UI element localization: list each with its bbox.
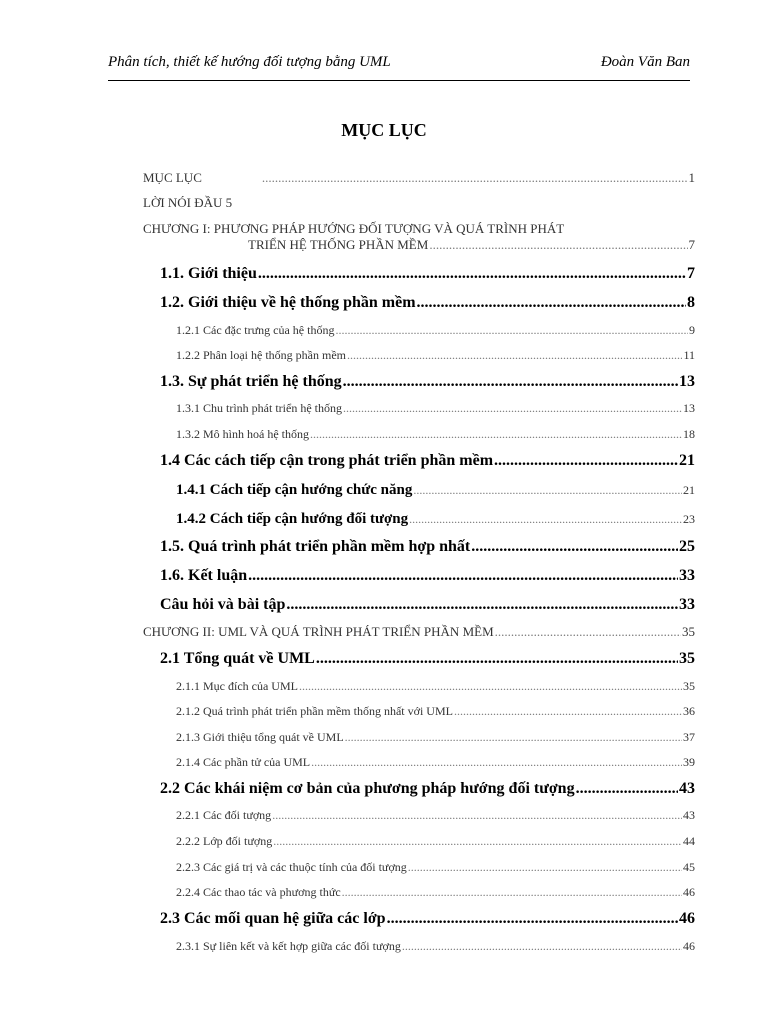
toc-entry[interactable] — [143, 195, 695, 211]
toc-chapter-entry[interactable] — [143, 221, 695, 253]
toc-entry[interactable] — [160, 265, 695, 283]
toc-entry[interactable] — [176, 860, 695, 875]
toc-entry-page: 33 — [679, 567, 695, 584]
toc-entry[interactable] — [176, 834, 695, 849]
toc-entry[interactable] — [176, 885, 695, 900]
toc-entry-label: 2.1.3 Giới thiệu tổng quát về UML — [176, 730, 344, 744]
toc-entry[interactable] — [143, 170, 695, 186]
toc-entry-page: 43 — [679, 780, 695, 797]
toc-leader-dots — [299, 679, 682, 694]
toc-entry-label: 1.4 Các cách tiếp cận trong phát triển phần mềm — [160, 452, 494, 469]
toc-entry[interactable] — [176, 808, 695, 823]
page-title: MỤC LỤC — [341, 120, 427, 140]
toc-entry-page: 35 — [679, 650, 695, 667]
toc-leader-dots — [343, 373, 678, 391]
toc-entry[interactable] — [160, 650, 695, 668]
toc-entry-page: 44 — [683, 834, 695, 848]
toc-entry[interactable] — [176, 427, 695, 442]
toc-leader-dots — [248, 567, 678, 585]
toc-leader-dots — [258, 265, 686, 283]
toc-entry-page: 1 — [688, 170, 695, 185]
toc-entry-label: 1.2.2 Phân loại hệ thống phần mềm — [176, 348, 346, 362]
toc-leader-dots — [387, 910, 678, 928]
toc-leader-dots — [413, 483, 682, 498]
toc-leader-dots — [429, 237, 687, 253]
toc-entry-page: 23 — [683, 512, 695, 526]
toc-leader-dots — [454, 704, 682, 719]
toc-entry[interactable] — [176, 755, 695, 770]
toc-entry-label: CHƯƠNG I: PHƯƠNG PHÁP HƯỚNG ĐỐI TƯỢNG VÀ QUÁ TRÌNH PHÁT — [143, 221, 565, 236]
toc-entry-page: 13 — [679, 373, 695, 390]
toc-entry-page: 13 — [683, 401, 695, 415]
toc-entry-page: 21 — [679, 452, 695, 469]
toc-entry-page: 11 — [683, 348, 695, 362]
toc-entry-label: 2.2.4 Các thao tác và phương thức — [176, 885, 341, 899]
toc-entry[interactable] — [176, 939, 695, 954]
toc-leader-dots — [342, 885, 682, 900]
toc-leader-dots — [335, 323, 688, 338]
toc-entry[interactable] — [176, 348, 695, 363]
toc-entry-label: 2.3.1 Sự liên kết và kết hợp giữa các đối tượng — [176, 939, 401, 953]
toc-entry-label: 2.2 Các khái niệm cơ bản của phương pháp hướng đối tượng — [160, 780, 575, 797]
toc-entry-page: 33 — [679, 596, 695, 613]
toc-entry-page: 18 — [683, 427, 695, 441]
toc-entry-label: Câu hỏi và bài tập — [160, 596, 286, 613]
toc-entry-page: 35 — [683, 679, 695, 693]
toc-leader-dots — [286, 596, 678, 614]
toc-entry-label: 2.1.4 Các phần tử của UML — [176, 755, 311, 769]
running-header — [108, 54, 690, 81]
toc-entry-label: 1.2.1 Các đặc trưng của hệ thống — [176, 323, 335, 337]
toc-entry-page: 46 — [683, 939, 695, 953]
toc-entry-page: 46 — [683, 885, 695, 899]
toc-entry-page: 21 — [683, 483, 695, 497]
toc-entry[interactable] — [176, 401, 695, 416]
toc-leader-dots — [408, 860, 682, 875]
toc-leader-dots — [311, 755, 682, 770]
toc-leader-dots — [576, 780, 678, 798]
toc-entry-page: 37 — [683, 730, 695, 744]
toc-leader-dots — [343, 401, 682, 416]
toc-entry-label: 2.1.1 Mục đích của UML — [176, 679, 298, 693]
toc-entry[interactable] — [160, 596, 695, 614]
toc-entry-label: 1.6. Kết luận — [160, 567, 248, 584]
toc-leader-dots — [494, 452, 678, 470]
toc-entry[interactable] — [176, 679, 695, 694]
toc-entry-page: 7 — [687, 265, 695, 282]
toc-leader-dots — [471, 538, 678, 556]
toc-entry-label: 1.3.2 Mô hình hoá hệ thống — [176, 427, 309, 441]
toc-entry[interactable] — [176, 482, 695, 499]
toc-entry-page: 36 — [683, 704, 695, 718]
header-book-title: Phân tích, thiết kế hướng đối tượng bằng UML — [108, 54, 391, 70]
toc-entry-label: CHƯƠNG II: UML VÀ QUÁ TRÌNH PHÁT TRIỂN PHẦN MỀM — [143, 624, 494, 639]
toc-entry-label: 1.4.2 Cách tiếp cận hướng đối tượng — [176, 511, 409, 527]
toc-entry-page: 45 — [683, 860, 695, 874]
toc-entry-label: 2.1.2 Quá trình phát triển phần mềm thống nhất với UML — [176, 704, 453, 718]
toc-entry-page: 43 — [683, 808, 695, 822]
toc-leader-dots — [409, 512, 682, 527]
toc-entry-label: LỜI NÓI ĐẦU 5 — [143, 195, 233, 210]
toc-leader-dots — [495, 624, 681, 640]
toc-leader-dots — [273, 834, 682, 849]
toc-entry-page: 39 — [683, 755, 695, 769]
toc-entry-label: 2.2.1 Các đối tượng — [176, 808, 272, 822]
toc-leader-dots — [310, 427, 682, 442]
header-author: Đoàn Văn Ban — [600, 54, 690, 70]
toc-entry-page: 25 — [679, 538, 695, 555]
toc-entry-label: 1.1. Giới thiệu — [160, 265, 257, 282]
toc-entry[interactable] — [160, 780, 695, 798]
toc-entry[interactable] — [143, 624, 695, 640]
toc-entry-page: 9 — [689, 323, 695, 337]
toc-entry[interactable] — [160, 910, 695, 928]
toc-leader-dots — [347, 348, 682, 363]
toc-entry-label: 2.1 Tổng quát về UML — [160, 650, 315, 667]
toc-entry[interactable] — [176, 511, 695, 528]
toc-entry[interactable] — [160, 452, 695, 470]
toc-entry[interactable] — [160, 538, 695, 556]
toc-entry-label: 2.2.2 Lớp đối tượng — [176, 834, 273, 848]
toc-entry[interactable] — [176, 730, 695, 745]
toc-entry[interactable] — [176, 704, 695, 719]
toc-entry-label: 1.3. Sự phát triển hệ thống — [160, 373, 342, 390]
toc-entry-label: 1.2. Giới thiệu về hệ thống phần mềm — [160, 294, 416, 311]
toc-leader-dots — [262, 170, 688, 186]
toc-entry-page: 7 — [688, 237, 695, 252]
toc-entry-label: 1.4.1 Cách tiếp cận hướng chức năng — [176, 482, 413, 498]
toc-leader-dots — [417, 294, 686, 312]
toc-entry[interactable] — [176, 323, 695, 338]
toc-entry-page: 46 — [679, 910, 695, 927]
toc-entry-page: 35 — [682, 624, 695, 639]
toc-leader-dots — [345, 730, 682, 745]
toc-entry[interactable] — [160, 373, 695, 391]
toc-entry[interactable] — [160, 567, 695, 585]
toc-entry-label: MỤC LỤC — [143, 170, 202, 185]
toc-entry-continuation — [248, 237, 695, 253]
toc-entry-label: TRIỂN HỆ THỐNG PHẦN MỀM — [248, 237, 429, 252]
toc-entry-label: 1.3.1 Chu trình phát triển hệ thống — [176, 401, 342, 415]
toc-leader-dots — [272, 808, 682, 823]
toc-entry[interactable] — [160, 294, 695, 312]
toc-entry-label: 2.2.3 Các giá trị và các thuộc tính của đối tượng — [176, 860, 407, 874]
toc-entry-label: 2.3 Các mối quan hệ giữa các lớp — [160, 910, 386, 927]
toc-entry-label: 1.5. Quá trình phát triển phần mềm hợp nhất — [160, 538, 471, 555]
toc-entry-page: 8 — [687, 294, 695, 311]
toc-leader-dots — [402, 939, 682, 954]
toc-leader-dots — [316, 650, 678, 668]
